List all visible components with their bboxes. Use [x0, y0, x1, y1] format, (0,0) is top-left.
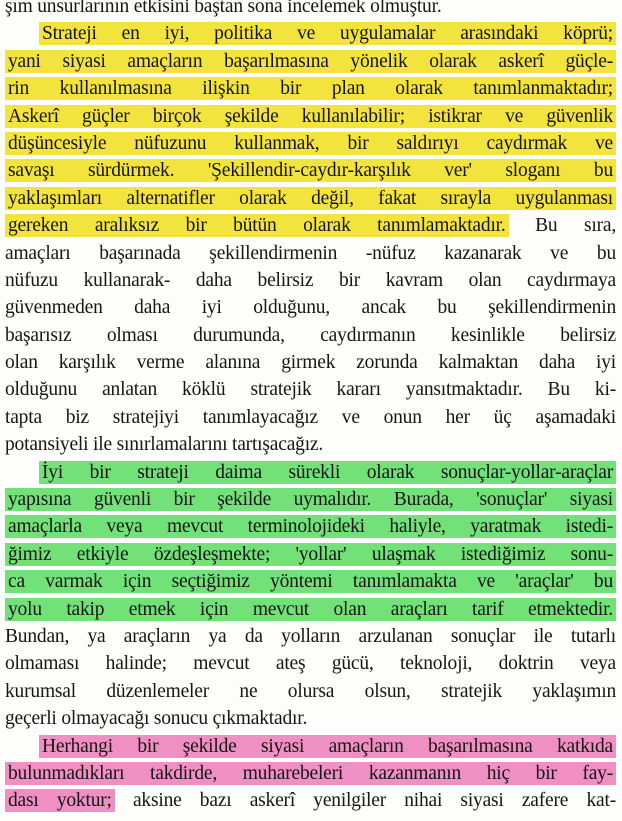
text-line — [5, 459, 616, 486]
text-line — [5, 705, 616, 732]
text-line — [5, 349, 616, 376]
text-segment: aksine bazı askerî yenilgiler nihai siyasi zafere kat- — [114, 790, 616, 812]
text-line — [5, 376, 616, 403]
highlight-yellow: rin kullanılmasına ilişkin bir plan olarak tanımlanmaktadır; — [5, 77, 616, 100]
text-segment: amaçları başarınada şekillendirmenin -nüfuz kazanarak ve bu — [5, 242, 616, 264]
text-line — [5, 541, 616, 568]
text-line — [5, 513, 616, 540]
text-line — [5, 568, 616, 595]
highlight-yellow: gereken aralıksız bir bütün olarak tanımlamaktadır. — [5, 214, 509, 237]
text-line — [5, 212, 616, 239]
highlight-yellow: savaşı sürdürmek. 'Şekillendir-caydır-karşılık ver' sloganı bu — [5, 159, 616, 182]
text-line — [5, 0, 616, 20]
highlight-yellow: Askerî güçler birçok şekilde kullanılabilir; istikrar ve güvenlik — [5, 105, 616, 128]
text-line — [5, 431, 616, 458]
text-segment: potansiyeli ile sınırlamalarını tartışacağız. — [5, 434, 324, 456]
highlight-pink: bulunmadıkları takdirde, muharebeleri kazanmanın hiç bir fay- — [5, 762, 616, 785]
text-line — [5, 623, 616, 650]
highlight-green: yolu takip etmek için mevcut olan araçları tarif etmektedir. — [5, 598, 616, 621]
text-line — [5, 103, 616, 130]
text-segment: geçerli olmayacağı sonucu çıkmaktadır. — [5, 708, 308, 730]
text-line — [5, 240, 616, 267]
text-segment: Bundan, ya araçların ya da yolların arzulanan sonuçlar ile tutarlı — [5, 625, 616, 647]
highlight-green: ca varmak için seçtiğimiz yöntemi tanımlamakta ve 'araçlar' bu — [5, 570, 616, 593]
text-segment: Bu sıra, — [508, 215, 616, 237]
highlight-yellow: düşüncesiyle nüfuzunu kullanmak, bir saldırıyı caydırmak ve — [5, 132, 616, 155]
text-line — [5, 75, 616, 102]
text-line — [5, 596, 616, 623]
text-line — [5, 678, 616, 705]
highlight-yellow: Strateji en iyi, politika ve uygulamalar arasındaki köprü; — [39, 22, 616, 45]
text-segment: olmaması halinde; mevcut ateş gücü, teknoloji, doktrin veya — [5, 653, 616, 675]
text-line — [5, 48, 616, 75]
highlight-green: amaçlarla veya mevcut terminolojideki haliyle, yaratmak istedi- — [5, 515, 616, 538]
text-line — [5, 185, 616, 212]
text-line — [5, 157, 616, 184]
text-segment: olan karşılık verme alanına girmek zorunda kalmaktan daha iyi — [5, 352, 616, 374]
highlight-green: İyi bir strateji daima sürekli olarak sonuçlar-yollar-araçlar — [39, 461, 616, 484]
text-line — [5, 733, 616, 760]
text-line — [5, 267, 616, 294]
text-line — [5, 294, 616, 321]
text-line — [5, 787, 616, 814]
highlight-yellow: yani siyasi amaçların başarılmasına yönelik olarak askerî güçle- — [5, 50, 616, 73]
text-segment: başarısız olması durumunda, caydırmanın kesinlikle belirsiz — [5, 324, 616, 346]
text-line — [5, 404, 616, 431]
text-segment: kurumsal düzenlemeler ne olursa olsun, stratejik yaklaşımın — [5, 680, 616, 702]
highlight-green: ğimiz etkiyle özdeşleşmekte; 'yollar' ulaşmak istediğimiz sonu- — [5, 543, 616, 566]
text-segment: güvenmeden daha iyi olduğunu, ancak bu şekillendirmenin — [5, 297, 616, 319]
text-line — [5, 20, 616, 47]
text-line — [5, 650, 616, 677]
highlight-yellow: yaklaşımları alternatifler olarak değil, fakat sırayla uygulanması — [5, 187, 616, 210]
text-segment: olduğunu anlatan köklü stratejik kararı yansıtmaktadır. Bu ki- — [5, 379, 616, 401]
text-line — [5, 322, 616, 349]
text-segment: tapta biz stratejiyi tanımlayacağız ve onun her üç aşamadaki — [5, 406, 616, 428]
highlight-pink: dası yoktur; — [5, 789, 115, 812]
text-segment: şım unsurlarının etkisini baştan sona incelemek olmuştur. — [5, 0, 442, 17]
text-line — [5, 760, 616, 787]
highlight-green: yapısına güvenli bir şekilde uymalıdır. Burada, 'sonuçlar' siyasi — [5, 488, 616, 511]
text-line — [5, 486, 616, 513]
highlight-pink: Herhangi bir şekilde siyasi amaçların başarılmasına katkıda — [39, 735, 616, 758]
text-segment: nüfuzu kullanarak- daha belirsiz bir kavram olan caydırmaya — [5, 269, 616, 291]
text-line — [5, 130, 616, 157]
